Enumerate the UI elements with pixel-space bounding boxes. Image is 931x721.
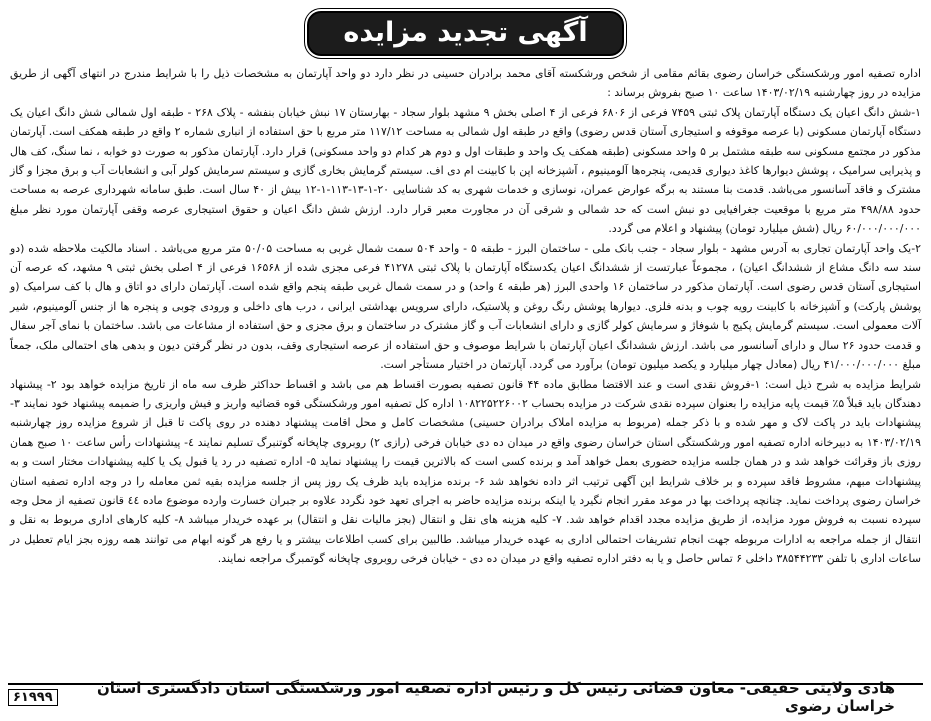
intro-paragraph: اداره تصفیه امور ورشکستگی خراسان رضوی بقائم مقامی از شخص ورشکسته آقای محمد برادران حسینی در نظر دارد دو واحد آپارتمان به مشخصات ذیل را با شرایط مندرج در انتهای آگهی از طریق مزایده در روز چهارشنبه ۱۴۰۳/۰۲/۱۹ ساعت ۱۰ صبح بفروش برساند : xyxy=(10,67,921,100)
signature-line: هادی ولایتی حقیقی- معاون قضائی رئیس کل و رئیس اداره تصفیه امور ورشکستگی استان دادگستری استان خراسان رضوی xyxy=(96,679,895,715)
footer xyxy=(8,679,923,715)
auction-conditions-paragraph: شرایط مزایده به شرح ذیل است: ۱-فروش نقدی است و عند الاقتضا مطابق ماده ۴۴ قانون تصفیه بصورت اقساط هم می باشد و اقساط حداکثر ظرف سه ماه از تاریخ مزایده خواهد بود ۲- پیشنهاد دهندگان باید قبلاً ۵٪ قیمت پایه مزایده را بعنوان سپرده نقدی شرکت در مزایده بحساب ۱۰۸۲۲۵۲۲۶۰۰۲ اداره کل تصفیه امور ورشکستگی قوه قضائیه واریز و فیش واریزی را ضمیمه پیشنهاد خود نمایند ۳- پیشنهادات باید در پاکت لاک و مهر شده و با ذکر جمله (مربوط به مزایده املاک برادران حسینی) مشخصات کامل و محل اقامت پیشنهاد دهنده در روی پاکت تا قبل از شروع مزایده روز چهارشنبه ۱۴۰۳/۰۲/۱۹ به دبیرخانه اداره تصفیه امور ورشکستگی استان خراسان رضوی واقع در میدان ده دی خیابان فرخی (رازی ۲) روبروی چاپخانه گوتنبرگ تسلیم نمایند ٤- پیشنهادات رأس ساعت ۱۰ صبح همان روزی باز وقرائت خواهد شد و در همان جلسه مزایده حضوری بعمل خواهد آمد و برنده کسی است که بالاترین قیمت را پیشنهاد نماید ۵- اداره تصفیه در رد یا قبول یک یا کلیه پیشنهادات مختار است و به پیشنهادات مبهم، مشروط فاقد سپرده و بر خلاف شرایط این آگهی ترتیب اثر داده نخواهد شد ۶- برنده مزایده باید ظرف یک روز پس از جلسه مزایده بقیه ثمن معامله را در وجه اداره تصفیه استان خراسان رضوی پرداخت نماید. چنانچه پرداخت بها در موعد مقرر انجام نگیرد یا اینکه برنده مزایده حاضر به اجرای تعهد خود نگردد علاوه بر جبران خسارت وارده موضوع ماده ٤٤ قانون تصفیه از محل وجه سپرده نسبت به فروش مورد مزایده، از طریق مزایده مجدد اقدام خواهد شد. ۷- کلیه هزینه های نقل و انتقال (بجز مالیات نقل و انتقال) بر عهده خریدار میباشد ۸- کلیه کارهای اداری مربوط به نقل و انتقال از جمله مراجعه به ادارات مربوطه جهت انجام تشریفات احتمالی اداری به عهده خریدار میباشد. طالبین برای کسب اطلاعات بیشتر و یا رفع هر گونه ابهام می توانند همه روزه بجز ایام تعطیل در ساعات اداری با تلفن ۳۸۵۴۴۲۳۳ داخلی ۶ تماس حاصل و یا به دفتر اداره تصفیه واقع در میدان ده دی - خیابان فرخی روبروی چاپخانه گوتمبرگ مراجعه نمایند. xyxy=(10,377,921,566)
property-1-paragraph: ۱-شش دانگ اعیان یک دستگاه آپارتمان پلاک ثبتی ۷۴۵۹ فرعی از ۶۸۰۶ فرعی از ۴ اصلی بخش ۹ مشهد بلوار سجاد - بهارستان ۱۷ نبش خیابان بنفشه - پلاک ۲۶۸ - طبقه اول شمالی شش دانگ اعیان یک دستگاه آپارتمان مسکونی (با عرصه موقوفه و استیجاری آستان قدس رضوی) واقع در طبقه اول شمالی به مساحت ۱۱۷/۱۲ متر مربع با حق استفاده از انباری شماره ۲ واقع در طبقه همکف است. آپارتمان مذکور در مجتمع مسکونی سه طبقه مشتمل بر ۵ واحد مسکونی (طبقه همکف یک واحد و طبقات اول و دوم هر کدام دو واحد مسکونی) قرار دارد. آپارتمان مذکور به صورت دو خوابه ، نما سنگ، کف هال و پذیرایی سرامیک ، پوشش دیوارها کاغذ دیواری قدیمی، پنجره‌ها آلومینیوم ، آشپزخانه اپن با کابینت ام دی اف. سیستم گرمایش بخاری گازی و سیستم سرمایش کولر آبی و انشعابات آب و برق مجزا و گاز مشترک و فاقد آسانسور می‌باشد. قدمت بنا مستند به برگه عوارض عمران، نوسازی و خدمات شهری به کد شناسایی ۲۰-۱-۱۳-۱۱۳-۱-۱۲ بیش از ۴۰ سال است. طبق سامانه شهرداری عرصه به مساحت حدود ۴۹۸/۸۸ متر مربع با موقعیت جغرافیایی دو نبش است که حد شمالی و شرقی آن در مجاورت معبر قرار دارد. ارزش شش دانگ اعیان و حقوق استیجاری عرصه وقفی آپارتمان مورد نظر مبلغ ۶۰/۰۰۰/۰۰۰/۰۰۰ ریال (شش میلیارد تومان) پیشنهاد و اعلام می گردد. xyxy=(10,105,922,236)
header xyxy=(8,4,923,62)
page-title: آگهی تجدید مزایده xyxy=(307,11,623,56)
ad-code: ۶۱۹۹۹ xyxy=(8,689,58,706)
notice-body xyxy=(10,64,921,569)
property-2-paragraph: ۲-یک واحد آپارتمان تجاری به آدرس مشهد - بلوار سجاد - جنب بانک ملی - ساختمان البرز - طبقه ۵ - واحد ۵۰۴ سمت شمال غربی به مساحت ۵۰/۰۵ متر مربع می‌باشد . اسناد مالکیت ملاحظه شده (دو سند سه دانگ مشاع از ششدانگ اعیان) ، مجموعاً عبارتست از ششدانگ اعیان یکدستگاه آپارتمان با پلاک ثبتی ۴۱۲۷۸ فرعی مجزی شده از ۱۶۵۶۸ فرعی از ۴ اصلی بخش ثبتی ۹ مشهد، که عرصه آن استیجاری آستان قدس رضوی است. آپارتمان مذکور در ساختمان ۱۶ واحدی البرز (هر طبقه ٤ واحد) و در سمت شمال غربی طبقه پنجم واقع شده است. آپارتمان دارای دو اتاق و هال با کف سرامیک (و پوشش پارکت) و آشپزخانه با کابینت رویه چوب و بدنه فلزی. دیوارها پوشش رنگ روغن و پلاستیک، دارای سرویس بهداشتی ایرانی ، درب های داخلی و ورودی چوبی و پنجره ها از جنس آلومینیوم، شیر آلات معمولی است. سیستم گرمایش پکیج با شوفاژ و سرمایش کولر گازی و دارای انشعابات آب و گاز مشترک در ساختمان و برق مجزی و حق استفاده از مشاعات می باشد. ساختمان با نمای آجر سفال و قدمت حدود ۲۶ سال و دارای آسانسور می باشد. ارزش ششدانگ اعیان آپارتمان با شرایط موصوف و حق استفاده از عرصه استیجاری وقف، بدون در نظر گرفتن دیون و بدهی های احتمالی ملک، جمعاً مبلغ ۴۱/۰۰۰/۰۰۰/۰۰۰ ریال (معادل چهار میلیارد و یکصد میلیون تومان) برآورد می گردد. آپارتمان در اختیار مستأجر است. xyxy=(10,241,922,372)
